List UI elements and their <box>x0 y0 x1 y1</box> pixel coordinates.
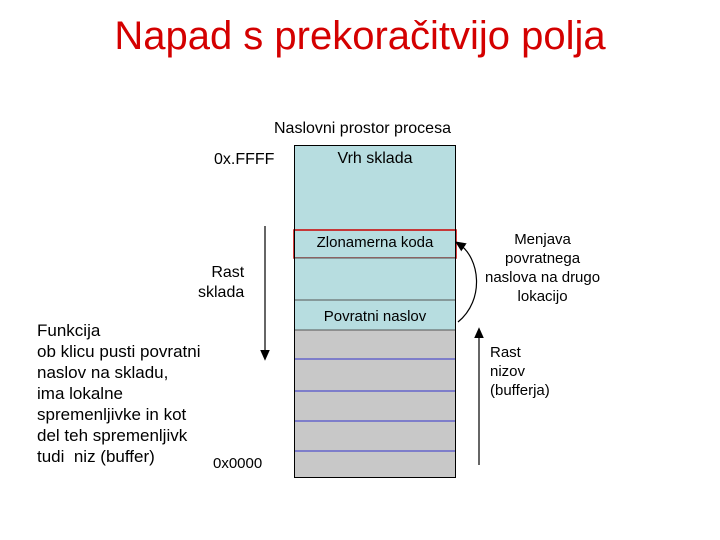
address-space-label: Naslovni prostor procesa <box>274 120 451 137</box>
stack-top-label: Vrh sklada <box>337 150 413 167</box>
address-top-label: 0x.FFFF <box>214 151 275 168</box>
stack-growth-line-1: Rast <box>211 264 245 281</box>
return-address-change-label: Menjava povratnega naslova na drugo lokacijo <box>485 231 601 305</box>
stack-growth-line-2: sklada <box>198 284 245 301</box>
address-bottom-label: 0x0000 <box>213 455 263 472</box>
return-address-label: Povratni naslov <box>323 308 427 325</box>
stack-diagram <box>294 145 456 478</box>
return-redirect-arrow <box>458 244 477 322</box>
buffer-growth-label: Rast nizov (bufferja) <box>490 344 550 399</box>
function-explanation-text: Funkcija ob klicu pusti povratni naslov na skladu, ima lokalne spremenljivke in kot del teh spremenljivk tudi niz (buffer) <box>37 321 201 466</box>
page-title: Napad s prekoračitvijo polja <box>114 14 606 58</box>
malicious-code-label: Zlonamerna koda <box>316 234 434 251</box>
